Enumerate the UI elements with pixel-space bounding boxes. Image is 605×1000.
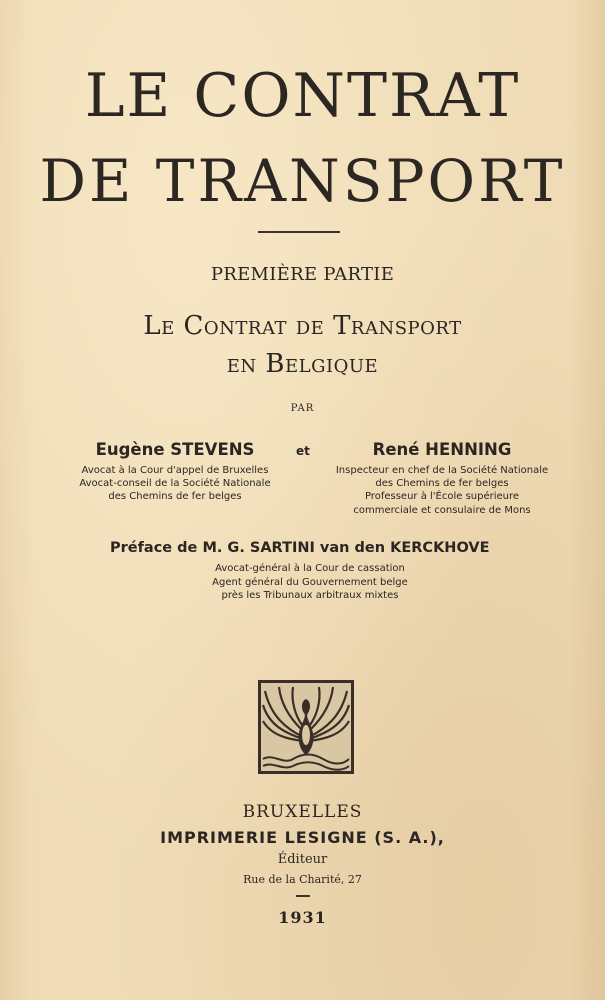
author-block-henning: [318, 440, 566, 517]
preface-credentials: [190, 562, 430, 603]
swan-highlight-shape: [302, 725, 310, 745]
publisher-role: Éditeur: [277, 852, 328, 867]
credential-line: Agent général du Gouvernement belge: [212, 576, 408, 588]
credential-line: des Chemins de fer belges: [108, 491, 242, 503]
subtitle-line-1: Le Contrat de Transport: [143, 311, 462, 341]
credential-line: des Chemins de fer belges: [375, 478, 509, 490]
credential-line: commerciale et consulaire de Mons: [353, 504, 531, 516]
by-label: PAR: [290, 403, 315, 414]
year-divider: [296, 895, 310, 897]
publisher-city: BRUXELLES: [242, 802, 363, 822]
subtitle-line-2: en Belgique: [226, 349, 379, 379]
credential-line: Avocat-conseil de la Société Nationale: [79, 478, 271, 490]
publisher-name: IMPRIMERIE LESIGNE (S. A.),: [160, 828, 445, 847]
credential-line: Avocat à la Cour d'appel de Bruxelles: [81, 465, 269, 476]
credential-line: Inspecteur en chef de la Société Nationale: [335, 465, 549, 476]
title-divider: [258, 231, 340, 233]
main-title-line-2: DE TRANSPORT: [39, 147, 566, 215]
author-name: Eugène STEVENS: [95, 440, 255, 459]
main-title-line-1: LE CONTRAT: [84, 61, 521, 131]
publisher-address: Rue de la Charité, 27: [243, 873, 362, 886]
author-credentials: [318, 464, 566, 517]
conjunction: et: [296, 444, 310, 458]
credential-line: Avocat-général à la Cour de cassation: [215, 563, 405, 574]
publication-year: 1931: [278, 908, 327, 927]
swan-emblem-icon: [257, 679, 355, 775]
part-heading: PREMIÈRE PARTIE: [210, 264, 395, 285]
author-block-stevens: [60, 440, 290, 504]
credential-line: Professeur à l'École supérieure: [364, 491, 520, 503]
preface-heading: Préface de M. G. SARTINI van den KERCKHOVE: [110, 540, 490, 556]
author-name: René HENNING: [372, 440, 512, 459]
credential-line: près les Tribunaux arbitraux mixtes: [221, 590, 399, 601]
author-credentials: [60, 464, 290, 504]
